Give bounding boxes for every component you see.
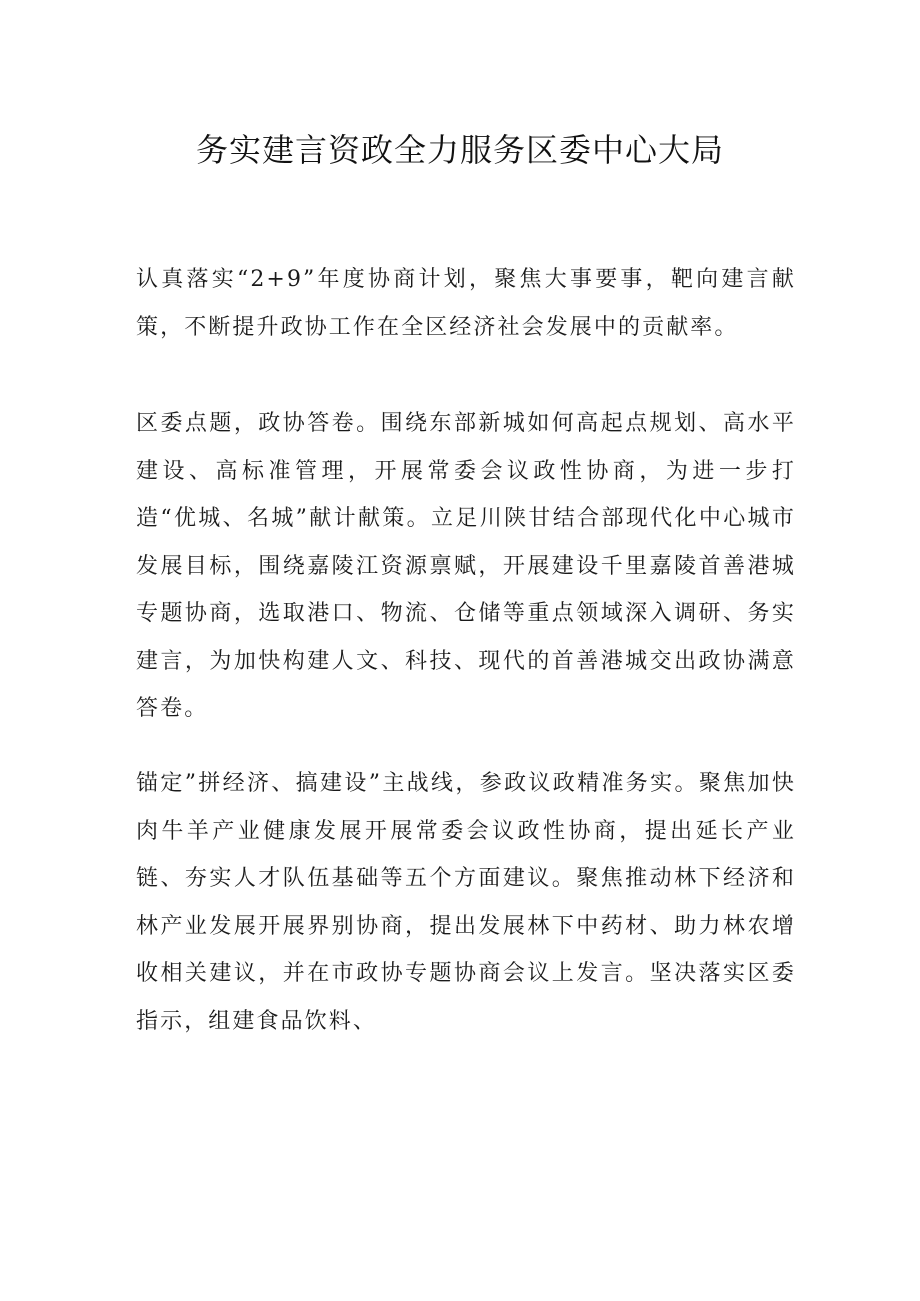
paragraph-plan: 认真落实“2+9”年度协商计划，聚焦大事要事，靶向建言献策，不断提升政协工作在全区经济社会发展中的贡献率。: [136, 267, 796, 340]
paragraph-economy: 锚定”拼经济、搞建设”主战线，参政议政精准务实。聚焦加快肉牛羊产业健康发展开展常委会议政性协商，提出延长产业链、夯实人才队伍基础等五个方面建议。聚焦推动林下经济和林产业发展开展界别协商，提出发展林下中药材、助力林农增收相关建议，并在市政协专题协商会议上发言。坚决落实区委指示，组建食品饮料、: [136, 771, 796, 1034]
paragraph-east-city: 区委点题，政协答卷。围绕东部新城如何高起点规划、高水平建设、高标准管理，开展常委会议政性协商，为进一步打造“优城、名城”献计献策。立足川陕甘结合部现代化中心城市发展目标，围绕嘉陵江资源禀赋，开展建设千里嘉陵首善港城专题协商，选取港口、物流、仓储等重点领域深入调研、务实建言，为加快构建人文、科技、现代的首善港城交出政协满意答卷。: [136, 411, 796, 721]
document-title: 务实建言资政全力服务区委中心大局: [195, 131, 724, 169]
